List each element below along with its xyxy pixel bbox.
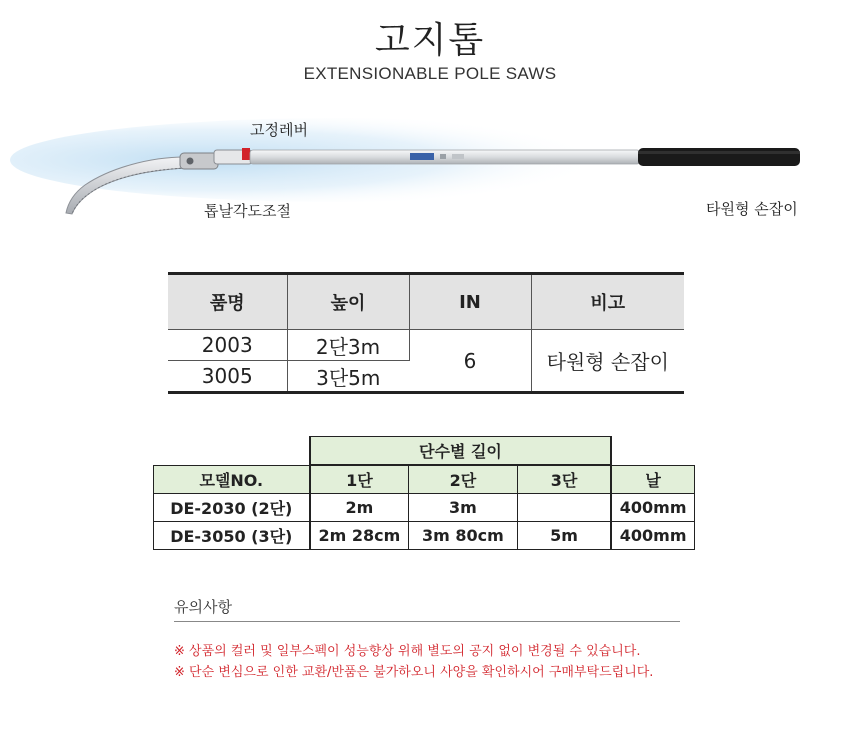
notes-title: 유의사항 — [174, 598, 232, 616]
table-group-header-row — [154, 437, 695, 466]
header-stage-2: 2단 — [409, 465, 517, 494]
spec-table-lengths — [153, 436, 695, 550]
table-header-row — [154, 465, 695, 494]
header-stage-1: 1단 — [310, 465, 409, 494]
spec-table-basic — [168, 272, 684, 394]
header-remark: 비고 — [531, 274, 684, 330]
cell-stage-2: 3m 80cm — [409, 522, 517, 550]
cell-stage-3: 5m — [517, 522, 611, 550]
header-in: IN — [409, 274, 531, 330]
callout-fixing-lever: 고정레버 — [250, 121, 308, 139]
blade-angle-joint — [180, 153, 218, 169]
note-item: ※ 단순 변심으로 인한 교환/반품은 불가하오니 사양을 확인하시어 구매부탁드립니다. — [174, 665, 654, 680]
cell-model: DE-3050 (3단) — [154, 522, 310, 550]
cell-stage-1: 2m 28cm — [310, 522, 409, 550]
cell-height: 3단5m — [316, 365, 381, 390]
cell-model: DE-2030 (2단) — [154, 494, 310, 522]
header-blade: 날 — [611, 465, 694, 494]
pole-saw-illustration — [0, 100, 860, 240]
callout-oval-handle: 타원형 손잡이 — [706, 200, 798, 218]
cell-blade: 400mm — [611, 494, 694, 522]
handle-grip — [638, 148, 800, 166]
cell-stage-1: 2m — [310, 494, 409, 522]
cell-height: 2단3m — [287, 330, 409, 361]
cell-stage-3 — [517, 494, 611, 522]
note-item: ※ 상품의 컬러 및 일부스펙이 성능향상 위해 별도의 공지 없이 변경될 수 있습니다. — [174, 644, 641, 659]
cell-in: 6 — [409, 330, 531, 393]
header-stage-3: 3단 — [517, 465, 611, 494]
cell-stage-2: 3m — [409, 494, 517, 522]
table-row — [154, 522, 695, 550]
cell-model: 2003 — [168, 330, 287, 361]
header-length-by-stage: 단수별 길이 — [310, 437, 612, 466]
table-row — [154, 494, 695, 522]
page-title: 고지톱 — [374, 20, 486, 61]
table-header-row — [168, 274, 684, 330]
cell-blade: 400mm — [611, 522, 694, 550]
table-row — [168, 330, 684, 361]
cell-model: 3005 — [168, 361, 287, 393]
header-model-no: 모델NO. — [154, 465, 310, 494]
header-height: 높이 — [287, 274, 409, 330]
cell-remark: 타원형 손잡이 — [531, 330, 684, 393]
callout-blade-angle: 톱날각도조절 — [204, 202, 291, 220]
notes-divider — [174, 621, 680, 622]
page-subtitle: EXTENSIONABLE POLE SAWS — [303, 64, 557, 83]
product-image — [0, 100, 860, 240]
header-product-name: 품명 — [168, 274, 287, 330]
